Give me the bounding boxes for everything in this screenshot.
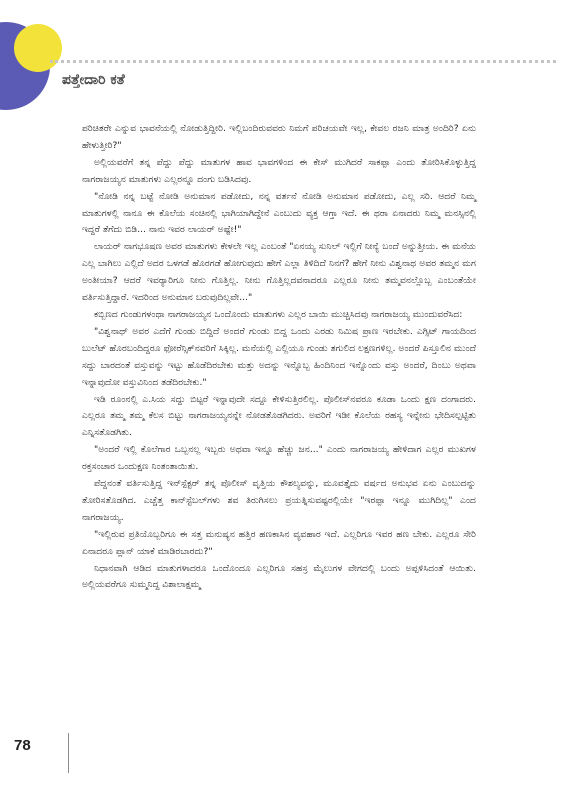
- margin-rule: [68, 733, 69, 773]
- paragraph: ಇಡಿ ರೂಂನಲ್ಲಿ ಎ.ಸಿಯ ಸದ್ದು ಬಿಟ್ಟರೆ ಇನ್ನಾವುದೇ ಸದ್ದೂ ಕೇಳಿಸುತ್ತಿರಲಿಲ್ಲ. ಪೊಲೀಸ್‌ನವರೂ ಕೂಡಾ ಒಂದು ಕ್ಷಣ ದಂಗಾದರು. ಎಲ್ಲರೂ ತಮ್ಮ ತಮ್ಮ ಕೆಲಸ ಬಿಟ್ಟು ನಾಗರಾಜಯ್ಯನನ್ನೇ ನೋಡತೊಡಗಿದರು. ಅವರಿಗೆ ಇಡೀ ಕೊಲೆಯ ರಹಸ್ಯ ಇನ್ನೇನು ಭೇದಿಸಲ್ಪಟ್ಟಿತು ಎನ್ನಿಸತೊಡಗಿತು.: [82, 393, 476, 439]
- page-number: 78: [14, 737, 31, 754]
- paragraph: ನಿಧಾನವಾಗಿ ಆಡಿದ ಮಾತುಗಳಾದರೂ ಒಂದೊಂದೂ ಎಲ್ಲರಿಗೂ ಸಹಸ್ರ ಮೈಲುಗಳ ವೇಗದಲ್ಲಿ ಬಂದು ಅಪ್ಪಳಿಸಿದಂತೆ ಆಯಿತು. ಅಲ್ಲಿಯವರೆಗೂ ಸುಮ್ಮನಿದ್ದ ವಿಶಾಲಾಕ್ಷಮ್ಮ: [82, 562, 476, 591]
- paragraph: ಪೆದ್ದನಂತೆ ವರ್ತಿಸುತ್ತಿದ್ದ ಇನ್‌ಸ್ಪೆಕ್ಟರ್ ತನ್ನ ಪೊಲೀಸ್ ವೃತ್ತಿಯ ಕೌಶಲ್ಯವನ್ನು, ಮೂವತ್ತೈದು ವರ್ಷದ ಅನುಭವ ಏನು ಎಂಬುದನ್ನು ತೋರಿಸತೊಡಗಿದ. ಎಚ್ಚೆತ್ತ ಕಾನ್‌ಸ್ಟೆಬಲ್‌ಗಳು ಶವ ತಿರುಗಿಸಲು ಪ್ರಯತ್ನಿಸುವಷ್ಟರಲ್ಲಿಯೇ "ಇರಪ್ಪಾ ಇನ್ನೂ ಮುಗಿದಿಲ್ಲ" ಎಂದ ನಾಗರಾಜಯ್ಯ.: [82, 478, 476, 523]
- paragraph: "ಅಂದರೆ ಇಲ್ಲಿ ಕೊಲೆಗಾರ ಒಬ್ಬನಲ್ಲ ಇಬ್ಬರು ಅಥವಾ ಇನ್ನೂ ಹೆಚ್ಚು ಜನ..." ಎಂದು ನಾಗರಾಜಯ್ಯ ಹೇಳಿದಾಗ ಎಲ್ಲರ ಮುಖಗಳ ರಕ್ತಸಂಚಾರ ಒಂದುಕ್ಷಣ ನಿಂತಂತಾಯಿತು.: [82, 444, 476, 473]
- corner-decoration-sun: [14, 24, 62, 72]
- paragraph: ಪರಿಚಿತರೇ ಎನ್ನುವ ಭಾವನೆಯಲ್ಲಿ ನೋಡುತ್ತಿದ್ದೀರಿ. ಇಲ್ಲಿಬಂದಿರುವವರು ನಿಮಗೆ ಪರಿಚಯವೇ ಇಲ್ಲ, ಕೇವಲ ರಜನಿ ಮಾತ್ರ ಅಂದಿರಿ? ಏನು ಹೇಳುತ್ತೀರಿ?": [82, 123, 476, 151]
- paragraph: "ಇಲ್ಲಿರುವ ಪ್ರತಿಯೊಬ್ಬರಿಗೂ ಈ ಸತ್ತ ಮನುಷ್ಯನ ಹತ್ತಿರ ಹಣಕಾಸಿನ ವ್ಯವಹಾರ ಇದೆ. ಎಲ್ಲರಿಗೂ ಇವರ ಹಣ ಬೇಕು. ಎಲ್ಲರೂ ಸೇರಿ ಏನಾದರೂ ಪ್ಲಾನ್ ಯಾಕೆ ಮಾಡಿರಬಾರದು?": [82, 528, 476, 557]
- section-title: ಪತ್ತೇದಾರಿ ಕತೆ: [62, 72, 125, 88]
- paragraph: ಕಬ್ಬಿಣದ ಗುಂಡುಗಳಂಥಾ ನಾಗರಾಜಯ್ಯನ ಒಂದೊಂದು ಮಾತುಗಳು ಎಲ್ಲರ ಬಾಯಿ ಮುಚ್ಚಿಸಿದವು ನಾಗರಾಜಯ್ಯ ಮುಂದುವರೆಸಿದ:: [94, 308, 463, 320]
- article-body: [82, 121, 476, 594]
- paragraph: "ವಿಶ್ವನಾಥ್ ಅವರ ಎದೆಗೆ ಗುಂಡು ಬಿದ್ದಿದೆ ಅಂದರೆ ಗುಂಡು ಬಿದ್ದ ಒಂದು ಎರಡು ನಿಮಿಷ ಪ್ರಾಣ ಇರಬೇಕು. ಎಗ್ಸಿಟ್ ಗಾಯದಿಂದ ಬುಲೆಟ್ ಹೊರಬಂದಿದ್ದರೂ ಫೋರೆನ್ಸಿಕ್‌ನವರಿಗೆ ಸಿಕ್ಕಿಲ್ಲ. ಮನೆಯಲ್ಲಿ ಎಲ್ಲಿಯೂ ಗುಂಡು ತಗುಲಿದ ಲಕ್ಷಣಗಳಿಲ್ಲ. ಅಂದರೆ ಪಿಸ್ತೂಲಿನ ಮುಂದೆ ಸದ್ದು ಬಾರದಂತೆ ವಸ್ತುವನ್ನು ಇಟ್ಟು ಹೊಡೆದಿರಬೇಕು ಮತ್ತು ಅದನ್ನು ಇನ್ನೊಬ್ಬ ಹಿಂದಿನಿಂದ ಇನ್ನೊಂದು ವಸ್ತು ಅಂದರೆ, ದಿಂಬು ಅಥವಾ ಇನ್ನಾವುದೋ ವಸ್ತುವಿನಿಂದ ತಡೆದಿರಬೇಕು.": [82, 325, 476, 388]
- paragraph: "ನೋಡಿ ನನ್ನ ಬಟ್ಟೆ ನೋಡಿ ಅನುಮಾನ ಪಡೋದು, ನನ್ನ ವರ್ತನೆ ನೋಡಿ ಅನುಮಾನ ಪಡೋದು, ಎಲ್ಲ ಸರಿ. ಆದರೆ ನಿಮ್ಮ ಮಾತುಗಳಲ್ಲಿ ನಾನೂ ಈ ಕೊಲೆಯ ಸಂಚಿನಲ್ಲಿ ಭಾಗಿಯಾಗಿದ್ದೇನೆ ಎಂಬುದು ವ್ಯಕ್ತ ಆಗ್ತಾ ಇದೆ. ಈ ಥರಾ ಏನಾದರು ನಿಮ್ಮ ಮನಸ್ಸಿನಲ್ಲಿ ಇದ್ದರೆ ತೆಗೆದು ಬಿಡಿ... ನಾನು ಇವರ ಲಾಯರ್ ಅಷ್ಟೇ!": [82, 190, 476, 236]
- paragraph: ಅಲ್ಲಿಯವರೆಗೆ ತನ್ನ ಪೆದ್ದು ಪೆದ್ದು ಮಾತುಗಳ ಹಾವ ಭಾವಗಳಿಂದ ಈ ಕೇಸ್ ಮುಗಿದರೆ ಸಾಕಪ್ಪಾ ಎಂದು ತೋರಿಸಿಕೊಳ್ಳುತ್ತಿದ್ದ ನಾಗರಾಜಯ್ಯನ ಮಾತುಗಳು ಎಲ್ಲರನ್ನೂ ದಂಗು ಬಡಿಸಿದವು.: [82, 156, 476, 185]
- paragraph: ಲಾಯರ್ ನಾಗಭೂಷಣ ಅವರ ಮಾತುಗಳು ಕೇಳಲೇ ಇಲ್ಲ ಎಂಬಂತೆ "ಏನಯ್ಯ ಸುನಿಲ್ ಇಲ್ಲಿಗೆ ನೀನ್ಯೆ ಬಂದೆ ಅನ್ನುತ್ತೀಯ. ಈ ಮನೆಯ ಎಲ್ಲ ಬಾಗಿಲು ಎಲ್ಲಿದೆ ಅದರ ಒಳಗಡೆ ಹೊರಗಡೆ ಹೋಗುವುದು ಹೇಗೆ ಎಲ್ಲಾ ತಿಳಿದಿದೆ ನಿನಗೆ? ಹೇಗೆ ನೀನು ವಿಶ್ವನಾಥ ಅವರ ತಮ್ಮನ ಮಗ ಅಂತೀಯಾ? ಆದರೆ ಇವರ‍್ಯಾರಿಗೂ ನೀನು ಗೊತ್ತಿಲ್ಲ. ನೀನು ಗೊತ್ತಿಲ್ಲದವನಾದರೂ ಎಲ್ಲರೂ ನೀನು ತಮ್ಮವನಲ್ಲೊಬ್ಬ ಎಂಬಂತೆಯೇ ವರ್ತಿಸುತ್ತಿದ್ದಾರೆ. ಇದರಿಂದ ಅನುಮಾನ ಬರುವುದಿಲ್ಲವೇ...": [82, 241, 476, 304]
- header-dotted-rule: [50, 60, 556, 63]
